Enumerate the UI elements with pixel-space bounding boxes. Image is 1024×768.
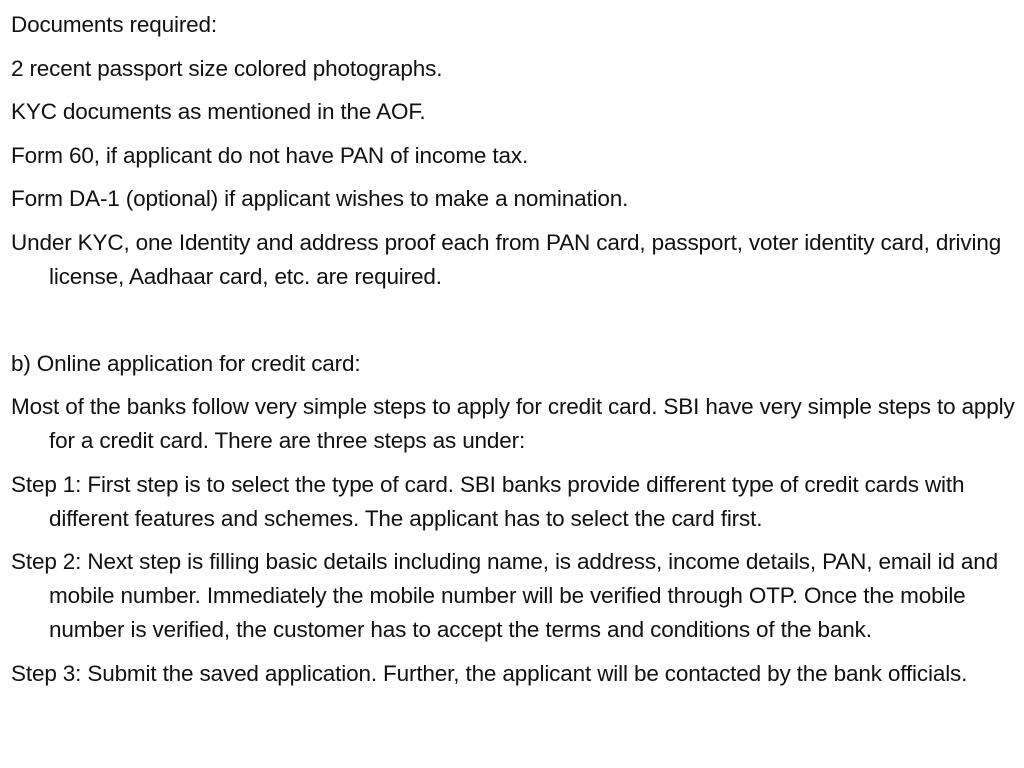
required-item: KYC documents as mentioned in the AOF. (11, 99, 426, 124)
intro-paragraph: Most of the banks follow very simple steps to apply for credit card. SBI have very simple steps to apply for a credit card. There are three steps as under: (11, 394, 1015, 453)
required-item: 2 recent passport size colored photographs. (11, 55, 443, 81)
step-3-paragraph: Step 3: Submit the saved application. Further, the applicant will be contacted by the bank officials. (11, 660, 968, 686)
online-application-heading: b) Online application for credit card: (11, 350, 361, 376)
section-spacer (11, 303, 1016, 337)
required-item: Form DA-1 (optional) if applicant wishes to make a nomination. (11, 186, 629, 211)
documents-required-heading: Documents required: (11, 12, 218, 37)
step-1-paragraph: Step 1: First step is to select the type of card. SBI banks provide different type of credit cards with different features and schemes. The applicant has to select the card first. (11, 471, 965, 531)
step-2-paragraph: Step 2: Next step is filling basic details including name, is address, income details, PAN, email id and mobile number. Immediately the mobile number will be verified through OTP. Once the mobile number is verified, the customer has to accept the terms and conditions of the bank. (11, 549, 998, 642)
required-item: Form 60, if applicant do not have PAN of income tax. (11, 142, 529, 168)
required-item: Under KYC, one Identity and address proof each from PAN card, passport, voter identity card, driving license, Aadhaar card, etc. are required. (11, 229, 1002, 289)
